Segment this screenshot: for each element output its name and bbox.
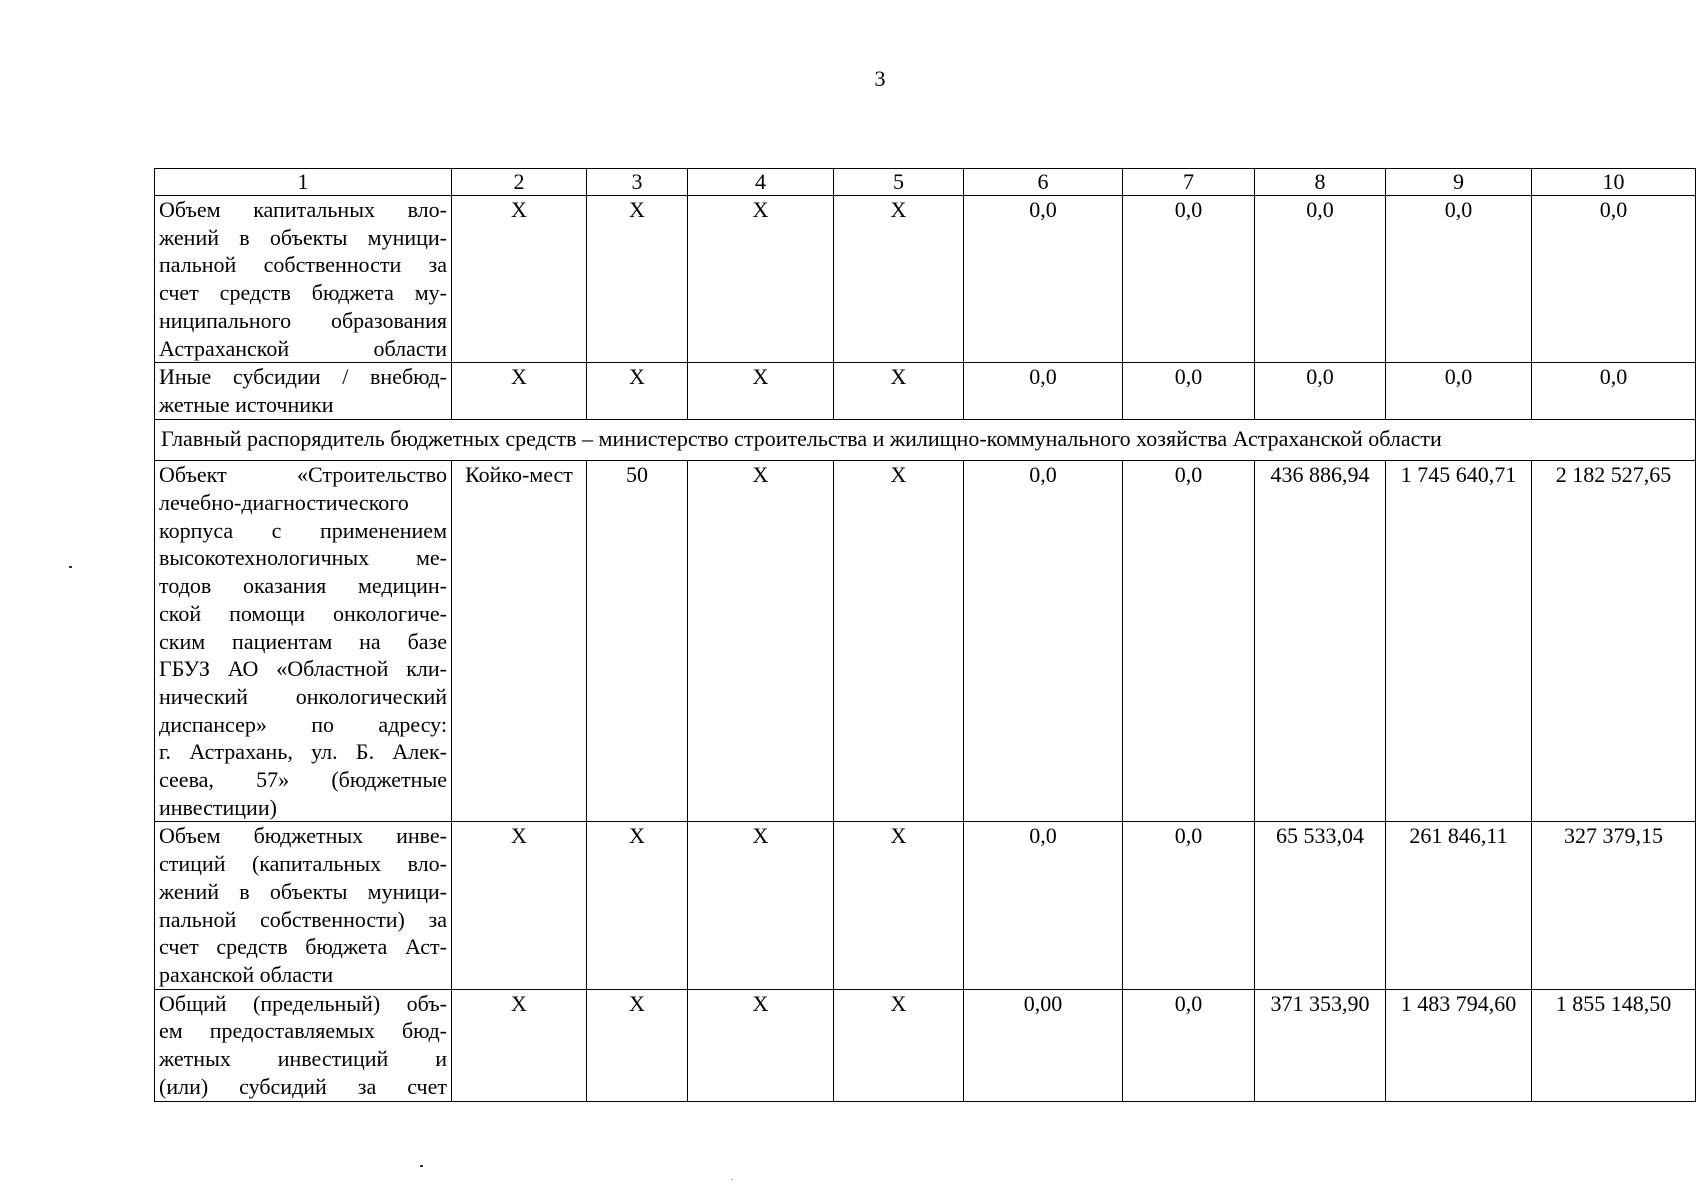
table-cell: 0,0 — [964, 363, 1123, 419]
column-number-header: 9 — [1386, 169, 1532, 196]
table-cell: 371 353,90 — [1255, 989, 1386, 1101]
row-label-line: Общий (предельный) объ- — [159, 990, 447, 1016]
table-cell: 50 — [587, 461, 688, 822]
table-cell: 1 855 148,50 — [1532, 989, 1696, 1101]
row-label-line: ниципального образования — [159, 307, 447, 333]
row-label-cell — [155, 363, 452, 419]
row-label-cell — [155, 461, 452, 822]
table-cell: 0,0 — [1123, 461, 1255, 822]
table-cell: X — [688, 196, 834, 363]
column-number-header: 1 — [155, 169, 452, 196]
table-cell: 0,0 — [964, 822, 1123, 989]
table-cell: X — [587, 196, 688, 363]
table-row — [155, 989, 1696, 1101]
table-cell: 436 886,94 — [1255, 461, 1386, 822]
row-label-cell — [155, 989, 452, 1101]
scan-speck — [731, 1179, 733, 1180]
row-label-line: счет средств бюджета Аст- — [159, 934, 447, 960]
budget-table-wrapper — [154, 168, 1695, 1102]
table-cell: 0,0 — [1123, 989, 1255, 1101]
column-number-header: 5 — [834, 169, 964, 196]
table-cell: 261 846,11 — [1386, 822, 1532, 989]
row-label-cell — [155, 196, 452, 363]
column-number-header: 7 — [1123, 169, 1255, 196]
row-label-line: корпуса с применением — [159, 517, 447, 543]
column-number-header: 4 — [688, 169, 834, 196]
column-number-header: 6 — [964, 169, 1123, 196]
column-number-header: 2 — [452, 169, 587, 196]
row-label-line: Иные субсидии / внебюд- — [159, 364, 447, 390]
table-cell: X — [587, 822, 688, 989]
table-cell: X — [834, 461, 964, 822]
row-label-line: ским пациентам на базе — [159, 628, 447, 654]
table-cell: X — [587, 363, 688, 419]
row-label-line: высокотехнологичных ме- — [159, 545, 447, 571]
table-cell: 2 182 527,65 — [1532, 461, 1696, 822]
row-label-line: раханской области — [159, 961, 334, 987]
row-label-line: ГБУЗ АО «Областной кли- — [159, 656, 447, 682]
row-label-line: Объем капитальных вло- — [159, 197, 447, 222]
table-header-row — [155, 169, 1696, 196]
row-label-line: (или) субсидий за счет — [159, 1073, 447, 1099]
table-cell: 0,0 — [1123, 822, 1255, 989]
section-heading-cell: Главный распорядитель бюджетных средств – министерство строительства и жилищно-коммунального хозяйства Астраханской области — [155, 419, 1696, 461]
row-label-line: инвестиции) — [159, 794, 277, 820]
table-cell: 0,0 — [1123, 363, 1255, 419]
table-cell: 0,0 — [1386, 196, 1532, 363]
column-number-header: 3 — [587, 169, 688, 196]
table-cell: X — [688, 989, 834, 1101]
row-label-cell — [155, 822, 452, 989]
table-cell: 0,0 — [964, 196, 1123, 363]
table-row — [155, 363, 1696, 419]
row-label-line: пальной собственности) за — [159, 906, 447, 932]
row-label-line: Объем бюджетных инве- — [159, 823, 447, 849]
row-label-line: ем предоставляемых бюд- — [159, 1018, 447, 1044]
table-cell: X — [587, 989, 688, 1101]
row-label-line: жетных инвестиций и — [159, 1046, 447, 1072]
table-cell: 65 533,04 — [1255, 822, 1386, 989]
row-label-line: лечебно-диагностического — [159, 490, 409, 516]
table-cell: 0,0 — [1255, 363, 1386, 419]
row-label-line: ской помощи онкологиче- — [159, 600, 447, 626]
row-label-line: жений в объекты муници- — [159, 878, 447, 904]
table-cell: 0,0 — [1255, 196, 1386, 363]
table-cell: X — [688, 363, 834, 419]
row-label-line: Объект «Строительство — [159, 462, 447, 488]
column-number-header: 10 — [1532, 169, 1696, 196]
table-cell: 0,0 — [1123, 196, 1255, 363]
table-cell: 0,0 — [1532, 196, 1696, 363]
table-cell: X — [834, 989, 964, 1101]
table-cell: 1 483 794,60 — [1386, 989, 1532, 1101]
table-cell: Койко-мест — [452, 461, 587, 822]
table-cell: X — [452, 822, 587, 989]
table-cell: X — [688, 461, 834, 822]
row-label-line: Астраханской области — [159, 335, 447, 361]
table-cell: X — [452, 363, 587, 419]
table-cell: X — [452, 196, 587, 363]
table-cell: 0,0 — [1386, 363, 1532, 419]
row-label-line: диспансер» по адресу: — [159, 711, 447, 737]
column-number-header: 8 — [1255, 169, 1386, 196]
scan-speck — [69, 566, 72, 568]
row-label-line: нический онкологический — [159, 683, 447, 709]
budget-table — [154, 168, 1696, 1102]
table-cell: 0,0 — [1532, 363, 1696, 419]
page-number: 3 — [874, 66, 886, 91]
row-label-line: тодов оказания медицин- — [159, 573, 447, 599]
row-label-line: жетные источники — [159, 391, 334, 417]
row-label-line: пальной собственности за — [159, 252, 447, 278]
row-label-line: жений в объекты муници- — [159, 224, 447, 250]
table-cell: 1 745 640,71 — [1386, 461, 1532, 822]
table-cell: X — [834, 822, 964, 989]
table-cell: X — [688, 822, 834, 989]
table-cell: X — [834, 363, 964, 419]
table-cell: 327 379,15 — [1532, 822, 1696, 989]
scan-speck — [420, 1165, 423, 1167]
row-label-line: счет средств бюджета му- — [159, 280, 447, 306]
table-row — [155, 461, 1696, 822]
table-section-row — [155, 419, 1696, 461]
row-label-line: стиций (капитальных вло- — [159, 851, 447, 877]
table-cell: 0,00 — [964, 989, 1123, 1101]
table-row — [155, 822, 1696, 989]
row-label-line: г. Астрахань, ул. Б. Алек- — [159, 739, 447, 765]
table-cell: X — [834, 196, 964, 363]
row-label-line: сеева, 57» (бюджетные — [159, 767, 447, 793]
table-cell: X — [452, 989, 587, 1101]
table-cell: 0,0 — [964, 461, 1123, 822]
table-row — [155, 196, 1696, 363]
